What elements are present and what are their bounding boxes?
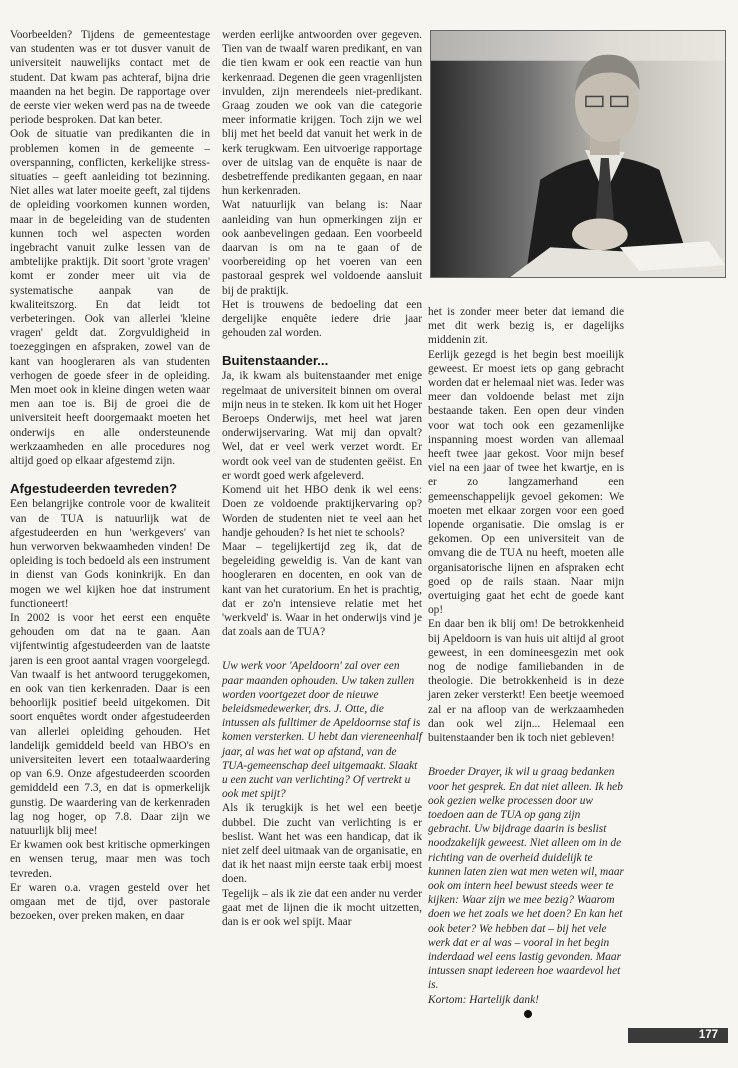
paragraph: Ja, ik kwam als buitenstaander met enige regelmaat de universiteit binnen om overal mijn neus in te steken. Ik kom uit het Hoger Beroeps Onderwijs, met heel wat jaren onderwijservaring. Wat mij dan opvalt? Wel, dat er veel werk verzet wordt. Er wordt ook veel van de studenten geëist. En er wordt goed werk afgeleverd.: [222, 370, 422, 482]
section-heading: Buitenstaander...: [222, 353, 329, 369]
paragraph: het is zonder meer beter dat iemand die met dit werk bezig is, er dagelijks middenin zit.: [428, 306, 624, 347]
column-3: [428, 305, 624, 1021]
end-mark-icon: [524, 1010, 532, 1018]
paragraph: Als ik terugkijk is het wel een beetje dubbel. Die zucht van verlichting is er beslist. Want het was een handicap, dat ik niet zelf deel uitmaak van de organisatie, en dat ik het naast mijn eerste taak erbij moest doen.: [222, 802, 422, 886]
page-number-bar: [628, 1028, 728, 1043]
paragraph: En daar ben ik blij om! De betrokkenheid bij Apeldoorn is van huis uit altijd al groot geweest, in een domineesgezin met ook nog de nodige familiebanden in de theologie. Die betrokkenheid is in deze jaren zeker versterkt! Een beetje weemoed zal er na afloop van de werkzaamheden dan ook wel zijn... Helemaal een buitenstaander ben ik toch niet gebleven!: [428, 618, 624, 745]
paragraph: Tegelijk – als ik zie dat een ander nu verder gaat met de lijnen die ik mocht uitzetten, dan is er ook wel spijt. Maar: [222, 887, 422, 928]
paragraph: Een belangrijke controle voor de kwaliteit van de TUA is natuurlijk wat de afgestudeerden en hun 'werkgevers' van hun verworven bekwaamheden vinden! De opleiding is toch bedoeld als een instrument in dienst van Gods koninkrijk. En dan mogen we wel kijken hoe dat instrument functioneert!: [10, 498, 210, 610]
paragraph: Er kwamen ook best kritische opmerkingen en wensen terug, maar men was toch tevreden.: [10, 839, 210, 880]
paragraph: Eerlijk gezegd is het begin best moeilijk geweest. Er moest iets op gang gebracht worden dat er helemaal niet was. Ieder was meer dan voldoende belast met zijn bestaande taken. Een open deur vinden voor wat toch ook een gezamenlijke inspanning moest worden van allemaal heeft twee jaar gekost. Voor mijn besef viel na een jaar of twee het kwartje, en is er zo langzamerhand een gemeenschappelijk gevoel gekomen: We moeten met elkaar zorgen voor een goed lopende organisatie. Die omslag is er gekomen. Op een universiteit van de omvang die de TUA nu heeft, moeten alle organisatorische lijnen en afspraken echt goed op de rails staan. Naar mijn overtuiging gaat het echt de goede kant op!: [428, 348, 624, 617]
portrait-photo: [430, 30, 726, 278]
paragraph: werden eerlijke antwoorden over gegeven. Tien van de twaalf waren predikant, en van die tien kwam er ook een reactie van hun kerkenraad. Degenen die geen vragenlijsten invulden, zijn merendeels niet-predikant. Graag zouden we ook van die categorie meer informatie krijgen. Toch zijn we wel blij met het beeld dat vanuit het werk in de kerk terugkwam. Een uitvoerige rapportage over de uitslag van de enquête is naar de desbetreffende predikanten gegaan, en naar hun kerkenraden.: [222, 29, 422, 198]
paragraph: In 2002 is voor het eerst een enquête gehouden om dat na te gaan. Aan vijfentwintig afgestudeerden van de laatste jaren is een groot aantal vragen voorgelegd. Van twaalf is het antwoord teruggekomen, en ook van tien kerkenraden. Daar is een behoorlijk positief beeld uitgekomen. Dit soort enquêtes wordt onder afgestudeerden van allerlei opleiding gehouden. Het landelijk gemiddeld beeld van HBO's en universiteiten levert een totaalwaardering op van 6.9. Onze afgestudeerden scoorden gemiddeld een 7.3, en dat is opmerkelijk gunstig. De waardering van de kerkenraden lag nog hoger, op 7.8. Daar zijn we natuurlijk blij mee!: [10, 611, 210, 837]
column-1: [10, 28, 210, 923]
paragraph: Komend uit het HBO denk ik wel eens: Doen ze voldoende praktijkervaring op? Worden de studenten niet te veel aan het handje gehouden? Is het niet te schools?: [222, 484, 422, 539]
page-number: 177: [698, 1029, 718, 1041]
interview-question: Uw werk voor 'Apeldoorn' zal over een paar maanden ophouden. Uw taken zullen worden voortgezet door de nieuwe beleidsmedewerker, drs. J. Otte, die intussen als fulltimer de Apeldoornse staf is komen versterken. U hebt dan viereneenhalf jaar, al was het wat op afstand, van de TUA-gemeenschap deel uitgemaakt. Slaakt u een zucht van verlichting? Of vertrekt u ook met spijt?: [222, 660, 422, 801]
paragraph: Wat natuurlijk van belang is: Naar aanleiding van hun opmerkingen zijn er ook aanbevelingen gedaan. Een voorbeeld daarvan is om na te gaan of de voorbereiding op het voeren van een pastoraal gesprek wel voldoende aansluit bij de praktijk.: [222, 199, 422, 297]
paragraph: Ook de situatie van predikanten die in problemen komen in de gemeente – overspanning, conflicten, kerkelijke stress-situaties – geeft aanleiding tot bezinning. Niet alles wat later moeite geeft, zal tijdens de opleiding voorkomen kunnen worden, maar in de begeleiding van de studenten kunnen toch wel aspecten worden ingebracht vanuit zulke lessen van de ambtelijke praktijk. Dit soort 'grote vragen' komt er zonder meer uit via de systematische aanpak van de kwaliteitszorg. En dat leidt tot verbeteringen. Ook van allerlei 'kleine vragen' geldt dat. Zorgvuldigheid in toezeggingen en afspraken, zowel van de kant van hoogleraren als van studenten verhogen de goede sfeer in de opleiding. Men moet ook in kleine dingen weten waar men aan toe is. Bij de groei die de universiteit heeft doorgemaakt moeten het onderwijs en alle ondersteunende werkzaamheden en alle procedures nog altijd goed op elkaar afgestemd zijn.: [10, 128, 210, 468]
section-heading: Afgestudeerden tevreden?: [10, 481, 178, 497]
column-2: [222, 28, 422, 929]
interview-closing: Broeder Drayer, ik wil u graag bedanken voor het gesprek. En dat niet alleen. Ik heb ook gezien welke processen door uw toedoen aan de TUA op gang zijn gebracht. Uw bijdrage daarin is beslist noodzakelijk geweest. Niet alleen om in de richting van de overheid duidelijk te kunnen laten zien wat men weten wil, maar ook om intern heel bewust steeds weer te kijken: Waar zijn we mee bezig? Waarom doen we het zoals we het doen? En kan het ook beter? We hebben dat – bij het vele werk dat er al was – vooral in het begin inderdaad wel eens lastig gevonden. Maar intussen snapt iedereen hoe waardevol het is.: [428, 766, 624, 992]
closing-line: [428, 993, 624, 1021]
paragraph: Voorbeelden? Tijdens de gemeentestage van studenten was er tot dusver vanuit de universiteit nauwelijks contact met de student. Dat kwam pas achteraf, bijna drie maanden na het begin. De rapportage over de eerste vier weken werd pas na de tweede periode besproken. Dat kan beter.: [10, 29, 210, 127]
paragraph: Er waren o.a. vragen gesteld over het omgaan met de tijd, over pastorale bezoeken, over preken maken, en daar: [10, 881, 210, 923]
paragraph: Maar – tegelijkertijd zeg ik, dat de begeleiding geweldig is. Van de kant van hoogleraren en docenten, en ook van de kant van het curatorium. En het is prachtig, dat er zo'n intensieve relatie met het 'werkveld' is. Waar in het onderwijs vind je dat zoals aan de TUA?: [222, 540, 422, 639]
closing-text: Kortom: Hartelijk dank!: [428, 993, 539, 1006]
paragraph: Het is trouwens de bedoeling dat een dergelijke enquête iedere drie jaar gehouden zal worden.: [222, 298, 422, 340]
portrait-image: [431, 31, 725, 277]
